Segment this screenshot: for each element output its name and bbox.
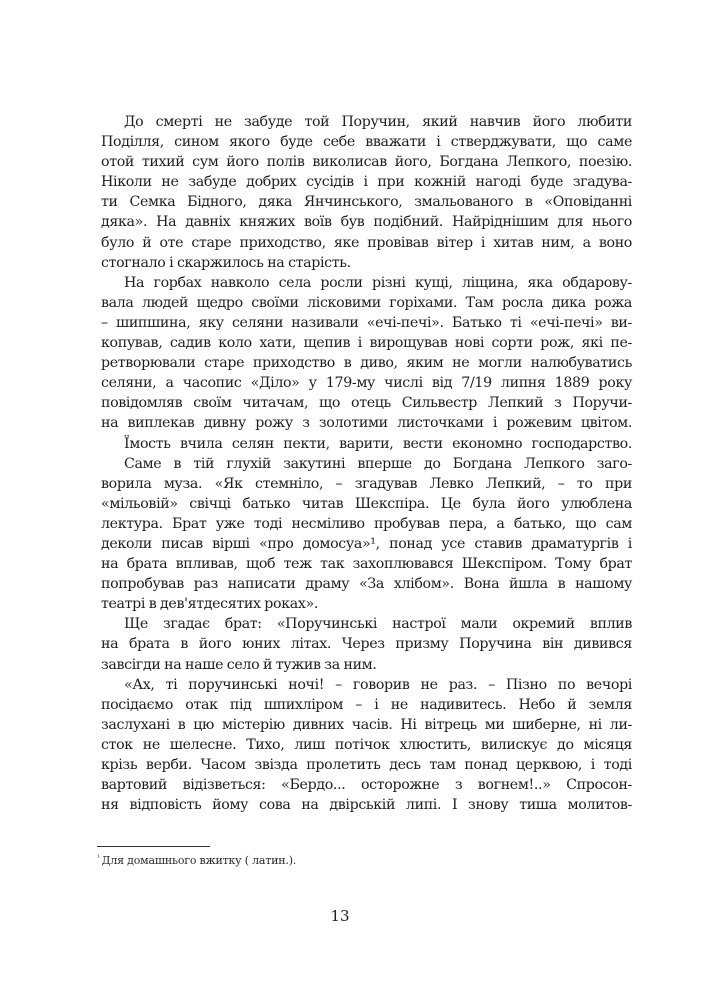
text-line: селяни, а часопис «Діло» у 179-му числі від 7/19 липня 1889 року (101, 375, 632, 392)
text-line: «мільовій» свічці батько читав Шекспіра. Це була його улюблена (101, 495, 632, 512)
text-line: – шипшина, яку селяни називали «ечі-печі». Батько ті «ечі-печі» ви- (101, 314, 632, 331)
text-line: ти Семка Бідного, дяка Янчинського, змальованого в «Оповіданні (101, 194, 632, 211)
text-line: стогнало і скаржилось на старість. (101, 254, 351, 271)
text-line: ретворювали старе приходство в диво, яким не могли налюбуватись (101, 355, 632, 372)
footnote-divider (97, 846, 210, 847)
text-line: Ще згадає брат: «Поручинські настрої мали окремий вплив (124, 616, 632, 633)
text-line: ворила муза. «Як стемніло, – згадував Левко Лепкий, – то при (101, 475, 632, 492)
text-line: Поділля, сином якого буде себе вважати і стверджувати, що саме (101, 134, 632, 151)
text-line: було й оте старе приходство, яке провівав вітер і хитав ним, а воно (101, 234, 632, 251)
text-line: заслухані в цю містерію дивних часів. Ні вітрець ми шиберне, ні ли- (101, 716, 632, 733)
text-line: на виплекав дивну рожу з золотими листочками і рожевим цвітом. (101, 415, 632, 432)
text-line: дяка». На давніх княжих воїв був подібний. Найріднішим для нього (101, 214, 632, 231)
body-text (101, 112, 632, 815)
text-line: театрі в дев'ятдесятих роках». (101, 596, 318, 613)
text-line: Їмость вчила селян пекти, варити, вести економно господарство. (124, 435, 632, 452)
text-line: завсігди на наше село й тужив за ним. (101, 656, 377, 673)
footnote-marker: ¹ (97, 854, 100, 862)
text-line: вала людей щедро своїми лісковими горіхами. Там росла дика рожа (101, 294, 632, 311)
text-line: На горбах навколо села росли різні кущі, ліщина, яка обдарову- (124, 274, 632, 291)
text-line: До смерті не забуде той Поручин, який навчив його любити (124, 114, 632, 130)
text-line: Саме в тій глухій закутині вперше до Богдана Лепкого заго- (124, 455, 632, 472)
text-line: попробував раз написати драму «За хлібом». Вона йшла в нашому (101, 576, 632, 593)
text-line: Ніколи не забуде добрих сусідів і при кожній нагоді буде згадува- (101, 174, 632, 191)
text-line: посідаємо отак під шпихліром – і не надивитесь. Небо й земля (101, 696, 632, 713)
text-line: на брата впливав, щоб теж так захоплювався Шекспіром. Тому брат (101, 556, 632, 573)
text-line: деколи писав вірші «про домосуа»¹, понад усе ставив драматургів і (101, 535, 632, 552)
text-line: лектура. Брат уже тоді несміливо пробував пера, а батько, що сам (101, 515, 632, 532)
footnote-text: Для домашнього вжитку ( латин.). (101, 854, 297, 867)
text-line: отой тихий сум його полів виколисав його, Богдана Лепкого, поезію. (101, 154, 632, 171)
text-line: на брата в його юних літах. Через призму Поручина він дивився (101, 636, 632, 653)
text-line: крізь верби. Часом звізда пролетить десь там понад церквою, і тоді (101, 757, 632, 773)
footnote (97, 850, 296, 869)
text-line: копував, садив коло хати, щепив і вирощував нові сорти рож, які пе- (101, 335, 632, 352)
text-line: сток не шелесне. Тихо, лиш потічок хлюстить, вилискує до місяця (101, 736, 632, 753)
text-line: «Ах, ті поручинські ночі! – говорив не раз. – Пізно по вечорі (124, 676, 632, 693)
text-line: ня відповість йому сова на двірській липі. І знову тиша молитов- (101, 797, 632, 814)
page-number: 13 (330, 907, 350, 925)
text-line: вартовий відізветься: «Бердо... осторожне з вогнем!..» Спросон- (101, 777, 632, 794)
text-line: повідомляв своїм читачам, що отець Сильвестр Лепкий з Поручи- (101, 395, 632, 412)
